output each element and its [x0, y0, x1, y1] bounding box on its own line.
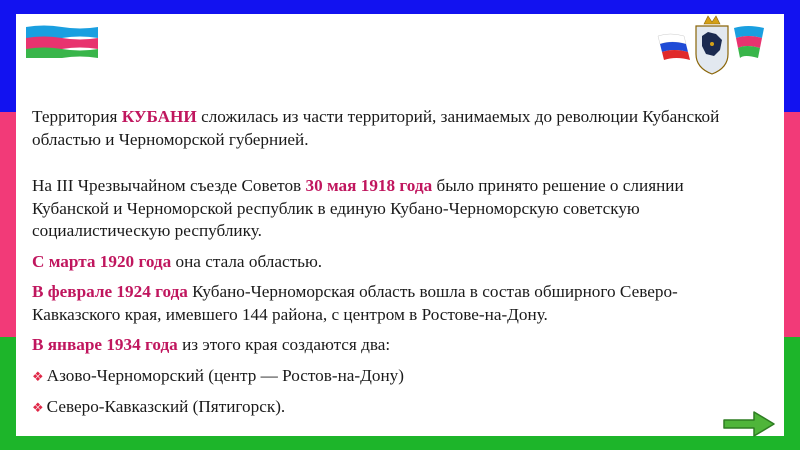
- text-segment: она стала областью.: [171, 251, 323, 271]
- text-segment: На III Чрезвычайном съезде Советов: [32, 176, 306, 195]
- paragraph-1924: [32, 281, 762, 326]
- highlight-date-1918: 30 мая 1918 года: [305, 176, 433, 195]
- paragraph-1934: [32, 334, 762, 357]
- kuban-coat-of-arms-with-flags: [656, 14, 768, 78]
- bullet-diamond-icon: ❖: [32, 368, 44, 384]
- text-segment: из этого края создаются два:: [177, 335, 391, 354]
- highlight-kuban: КУБАНИ: [121, 107, 197, 126]
- list-item-text: Северо-Кавказский (Пятигорск).: [46, 397, 286, 416]
- slide-body: [32, 106, 762, 420]
- highlight-date-1934: В январе 1934 года: [32, 335, 178, 354]
- text-segment: сложилась из части территорий, занимаемых до революции Кубанской областью и Черноморской губернией.: [32, 107, 720, 149]
- list-item: [32, 365, 762, 389]
- paragraph-congress-1918: [32, 175, 762, 243]
- text-segment: было принято решение о слиянии Кубанской и Черноморской республик в единую Кубано-Черноморскую советскую социалистическую республику.: [32, 176, 684, 240]
- list-item-text: Азово-Черноморский (центр — Ростов-на-Дону): [46, 365, 404, 385]
- next-slide-button[interactable]: [722, 410, 776, 438]
- paragraph-territory: [32, 106, 762, 151]
- bullet-diamond-icon: ❖: [32, 400, 44, 415]
- list-item: [32, 396, 762, 420]
- highlight-date-1924: В феврале 1924 года: [32, 282, 188, 301]
- text-segment: Территория: [32, 107, 122, 126]
- highlight-date-1920: С марта 1920 года: [32, 251, 172, 271]
- paragraph-1920: [32, 251, 762, 274]
- arrow-right-icon[interactable]: [724, 412, 774, 436]
- kuban-flag-icon: [26, 24, 98, 58]
- text-segment: Кубано-Черноморская область вошла в состав обширного Северо-Кавказского края, имевшего 144 района, с центром в Ростове-на-Дону.: [32, 282, 678, 324]
